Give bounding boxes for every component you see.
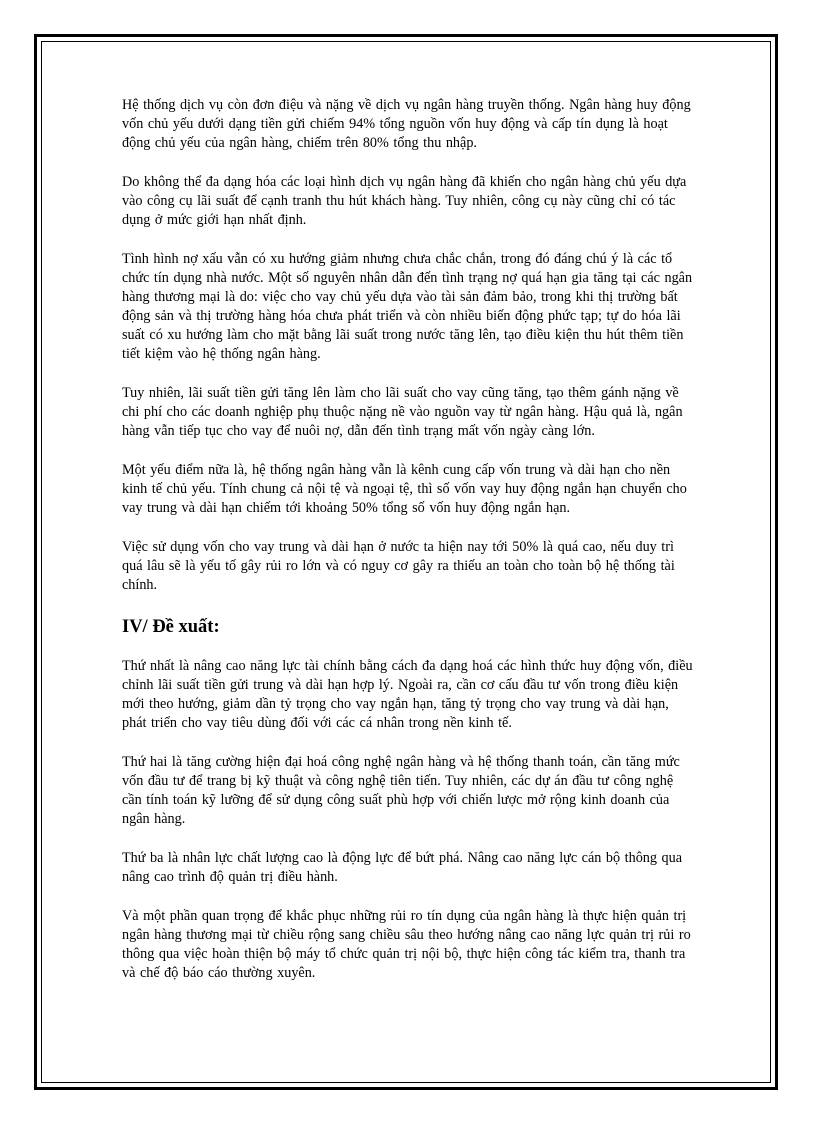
paragraph-service-system: Hệ thống dịch vụ còn đơn điệu và nặng về dịch vụ ngân hàng truyền thống. Ngân hàng huy động vốn chủ yếu dưới dạng tiền gửi chiếm 94% tổng nguồn vốn huy động và cấp tín dụng là hoạt động chủ yếu của ngân hàng, chiếm trên 80% tổng thu nhập. [122, 97, 691, 151]
section-heading-proposal: IV/ Đề xuất: [122, 617, 220, 637]
paragraph-interest-rate-tool: Do không thể đa dạng hóa các loại hình dịch vụ ngân hàng đã khiến cho ngân hàng chủ yếu dựa vào công cụ lãi suất để cạnh tranh thu hút khách hàng. Tuy nhiên, công cụ này cũng chỉ có tác dụng ở mức giới hạn nhất định. [122, 174, 687, 228]
paragraph-proposal-first: Thứ nhất là nâng cao năng lực tài chính bằng cách đa dạng hoá các hình thức huy động vốn, điều chỉnh lãi suất tiền gửi trung và dài hạn hợp lý. Ngoài ra, cần cơ cấu đầu tư vốn trong điều kiện mới theo hướng, giảm dần tỷ trọng cho vay ngắn hạn, tăng tỷ trọng cho vay trung và dài hạn, phát triển cho vay tiêu dùng đối với các cá nhân trong nền kinh tế. [122, 658, 693, 731]
paragraph-long-term-capital: Việc sử dụng vốn cho vay trung và dài hạn ở nước ta hiện nay tới 50% là quá cao, nếu duy trì quá lâu sẽ là yếu tố gây rủi ro lớn và có nguy cơ gây ra thiếu an toàn cho toàn bộ hệ thống tài chính. [122, 539, 675, 593]
paragraph-proposal-risk: Và một phần quan trọng để khắc phục những rủi ro tín dụng của ngân hàng là thực hiện quản trị ngân hàng thương mại từ chiều rộng sang chiều sâu theo hướng nâng cao năng lực quản trị rủi ro thông qua việc hoàn thiện bộ máy tổ chức quản trị nội bộ, thực hiện công tác kiểm tra, thanh tra và chế độ báo cáo thường xuyên. [122, 908, 691, 981]
paragraph-lending-rate: Tuy nhiên, lãi suất tiền gửi tăng lên làm cho lãi suất cho vay cũng tăng, tạo thêm gánh nặng về chi phí cho các doanh nghiệp phụ thuộc nặng nề vào nguồn vay từ ngân hàng. Hậu quả là, ngân hàng vẫn tiếp tục cho vay để nuôi nợ, dẫn đến tình trạng mất vốn ngày càng lớn. [122, 385, 683, 439]
paragraph-proposal-second: Thứ hai là tăng cường hiện đại hoá công nghệ ngân hàng và hệ thống thanh toán, cần tăng mức vốn đầu tư để trang bị kỹ thuật và công nghệ tiên tiến. Tuy nhiên, các dự án đầu tư công nghệ cần tính toán kỹ lưỡng để sử dụng công suất phù hợp với chiến lược mở rộng kinh doanh của ngân hàng. [122, 754, 680, 827]
paragraph-bad-debt: Tình hình nợ xấu vẫn có xu hướng giảm nhưng chưa chắc chắn, trong đó đáng chú ý là các tổ chức tín dụng nhà nước. Một số nguyên nhân dẫn đến tình trạng nợ quá hạn gia tăng tại các ngân hàng thương mại là do: việc cho vay chủ yếu dựa vào tài sản đảm bảo, trong khi thị trường bất động sản và thị trường hàng hóa chưa phát triển và còn nhiều biến động phức tạp; tự do hóa lãi suất có xu hướng làm cho mặt bằng lãi suất trong nước tăng lên, tạo điều kiện thu hút thêm tiền tiết kiệm vào hệ thống ngân hàng. [122, 251, 693, 362]
paragraph-weakness: Một yếu điểm nữa là, hệ thống ngân hàng vẫn là kênh cung cấp vốn trung và dài hạn cho nền kinh tế chủ yếu. Tính chung cả nội tệ và ngoại tệ, thì số vốn vay huy động ngắn hạn chuyển cho vay trung và dài hạn chiếm tới khoảng 50% tổng số vốn huy động ngắn hạn. [122, 462, 687, 516]
paragraph-proposal-third: Thứ ba là nhân lực chất lượng cao là động lực để bứt phá. Nâng cao năng lực cán bộ thông qua nâng cao trình độ quản trị điều hành. [122, 850, 683, 885]
document-body [122, 96, 694, 1003]
